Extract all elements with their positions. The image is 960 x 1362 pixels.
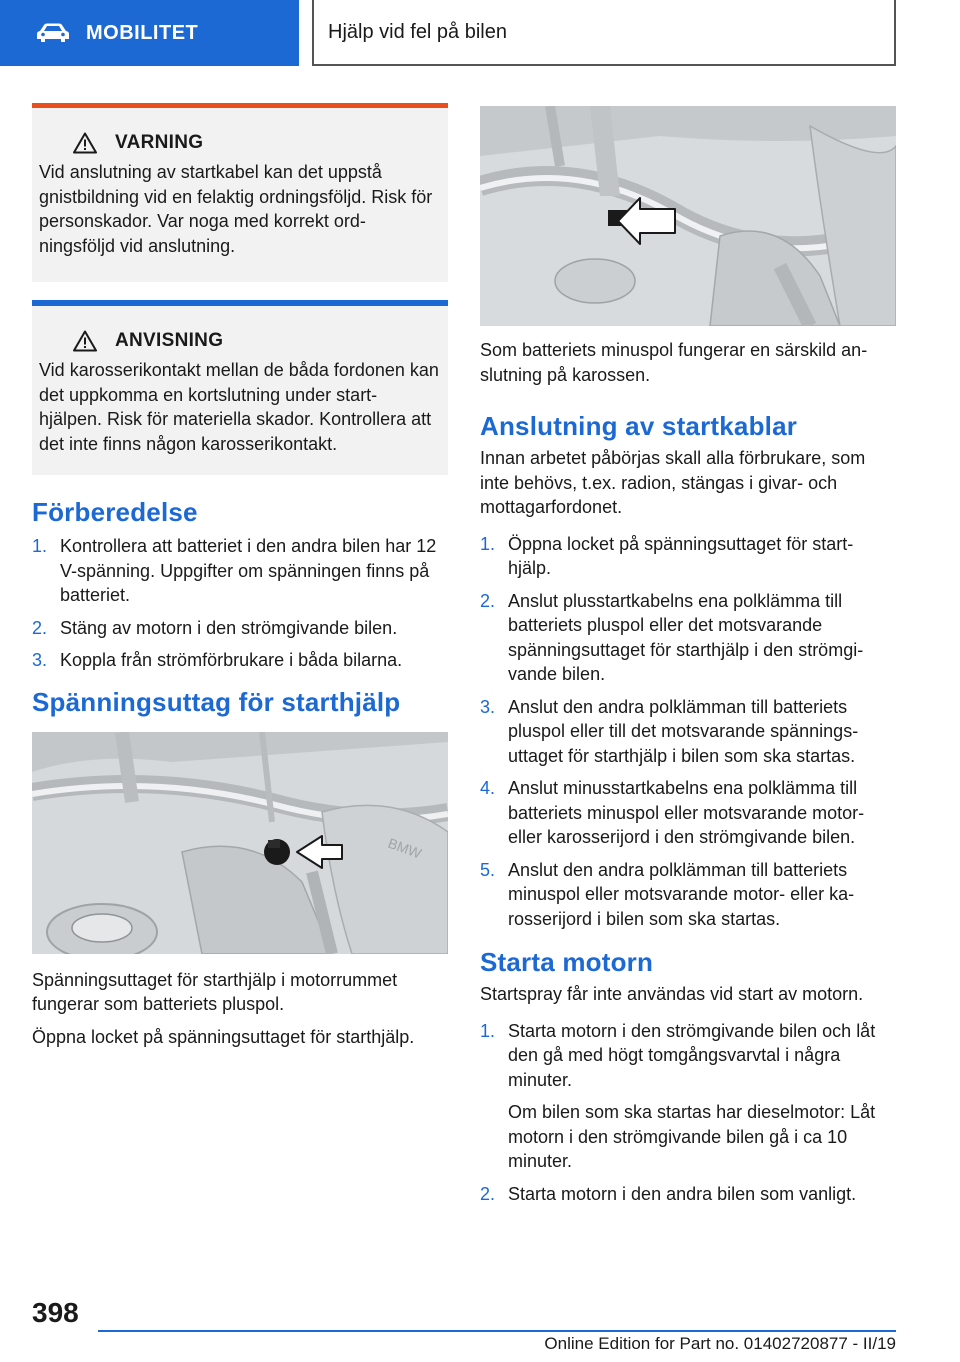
- step-number: 3.: [32, 650, 48, 670]
- warning-title: [73, 132, 440, 154]
- list-item: [32, 534, 448, 608]
- section-tab[interactable]: [312, 0, 896, 66]
- footer-divider: [98, 1330, 896, 1332]
- step-text: Starta motorn i den andra bilen som vanligt.: [508, 1183, 857, 1204]
- list-item: [32, 616, 448, 641]
- step-number: 2.: [480, 590, 496, 611]
- warning-triangle-icon: [73, 132, 97, 154]
- step-number: 2.: [32, 617, 48, 638]
- list-item: [480, 532, 896, 581]
- engine-bay-figure-plus: [32, 732, 448, 954]
- preparation-heading: Förberedelse: [32, 497, 198, 527]
- step-text: Stäng av motorn i den strömgivande bilen.: [60, 617, 398, 638]
- connecting-list: [480, 532, 896, 932]
- warning-title-text: VARNING: [115, 132, 204, 153]
- figure-caption-minus: Som batteriets minuspol fungerar en särskild an-slutning på karossen.: [480, 340, 868, 385]
- step-number: 1.: [32, 536, 48, 556]
- engine-bay-figure-minus: [480, 106, 896, 326]
- car-icon: [36, 22, 70, 44]
- left-column: [32, 103, 448, 1057]
- page-number: 398: [32, 1297, 79, 1328]
- warning-box: [32, 103, 448, 282]
- caution-text: Vid karosserikontakt mellan de båda fordonen kan det uppkomma en kortslutning under start-hjälpen. Risk för materiella skador. Kontrollera att det inte finns någon karosserikontakt.: [39, 360, 439, 454]
- list-item: [32, 648, 448, 673]
- step-text: Starta motorn i den strömgivande bilen och låt den gå med högt tomgångsvarvtal i några minuter.: [508, 1020, 876, 1090]
- caution-title: [73, 330, 440, 352]
- figure-caption-open-cover: Öppna locket på spänningsuttaget för starthjälp.: [32, 1026, 415, 1047]
- start-engine-heading: Starta motorn: [480, 947, 654, 977]
- list-item: [480, 776, 896, 850]
- section-title: Hjälp vid fel på bilen: [328, 20, 507, 43]
- svg-text:BMW: BMW: [385, 834, 424, 862]
- list-item: [480, 1019, 896, 1174]
- list-item: [480, 589, 896, 687]
- step-number: 1.: [480, 1020, 496, 1041]
- step-text: Anslut den andra polklämman till batteriets pluspol eller till det motsvarande spännings-uttaget för starthjälp i bilen som ska startas.: [508, 696, 859, 766]
- step-text: Anslut plusstartkabelns ena polklämma till batteriets pluspol eller det motsvarande spänningsuttaget för starthjälp i den strömgi-vande bilen.: [508, 590, 864, 684]
- engine-bay-illustration: [32, 732, 448, 954]
- edition-info: Online Edition for Part no. 01402720877 - II/19: [544, 1334, 896, 1353]
- step-text: Kontrollera att batteriet i den andra bilen har 12 V-spänning. Uppgifter om spänningen finns på batteriet.: [60, 536, 437, 605]
- step-note: Om bilen som ska startas har dieselmotor: Låt motorn i den strömgivande bilen gå i ca 10 minuter.: [508, 1102, 876, 1171]
- engine-bay-ground-illustration: [480, 106, 896, 326]
- connecting-intro: Innan arbetet påbörjas skall alla förbrukare, som inte behövs, t.ex. radion, stängas i givar- och mottagarfordonet.: [480, 448, 866, 517]
- warning-text: Vid anslutning av startkabel kan det uppstå gnistbildning vid en felaktig ordningsföljd. Risk för personskador. Var noga med korrekt ord-ningsföljd vid anslutning.: [39, 162, 433, 256]
- step-text: Koppla från strömförbrukare i båda bilarna.: [60, 650, 403, 670]
- list-item: [480, 858, 896, 932]
- list-item: [480, 695, 896, 769]
- figure-caption-plus: Spänningsuttaget för starthjälp i motorrummet fungerar som batteriets pluspol.: [32, 969, 398, 1014]
- caution-title-text: ANVISNING: [115, 330, 224, 351]
- chapter-tab[interactable]: [0, 0, 299, 66]
- caution-box: [32, 300, 448, 475]
- warning-triangle-icon: [73, 330, 97, 352]
- page-header: [0, 0, 960, 66]
- step-text: Öppna locket på spänningsuttaget för start-hjälp.: [508, 533, 854, 578]
- step-number: 4.: [480, 778, 496, 798]
- jumpstart-socket-heading: Spänningsuttag för starthjälp: [32, 686, 401, 717]
- step-text: Anslut den andra polklämman till batteriets minuspol eller motsvarande motor- eller ka-rosserijord i bilen som ska startas.: [508, 859, 855, 929]
- step-body: [508, 1019, 896, 1174]
- connecting-heading: Anslutning av startkablar: [480, 411, 798, 441]
- start-engine-intro: Startspray får inte användas vid start av motorn.: [480, 984, 864, 1004]
- preparation-list: [32, 534, 448, 673]
- chapter-title: MOBILITET: [86, 21, 199, 44]
- step-number: 1.: [480, 533, 496, 554]
- step-text: Anslut minusstartkabelns ena polklämma till batteriets minuspol eller motsvarande motor- eller karosserijord i den strömgivande bilen.: [508, 778, 865, 847]
- step-number: 3.: [480, 696, 496, 717]
- step-number: 2.: [480, 1183, 496, 1204]
- start-engine-list: [480, 1019, 896, 1207]
- right-column: [480, 106, 896, 1214]
- list-item: [480, 1182, 896, 1207]
- step-number: 5.: [480, 859, 496, 880]
